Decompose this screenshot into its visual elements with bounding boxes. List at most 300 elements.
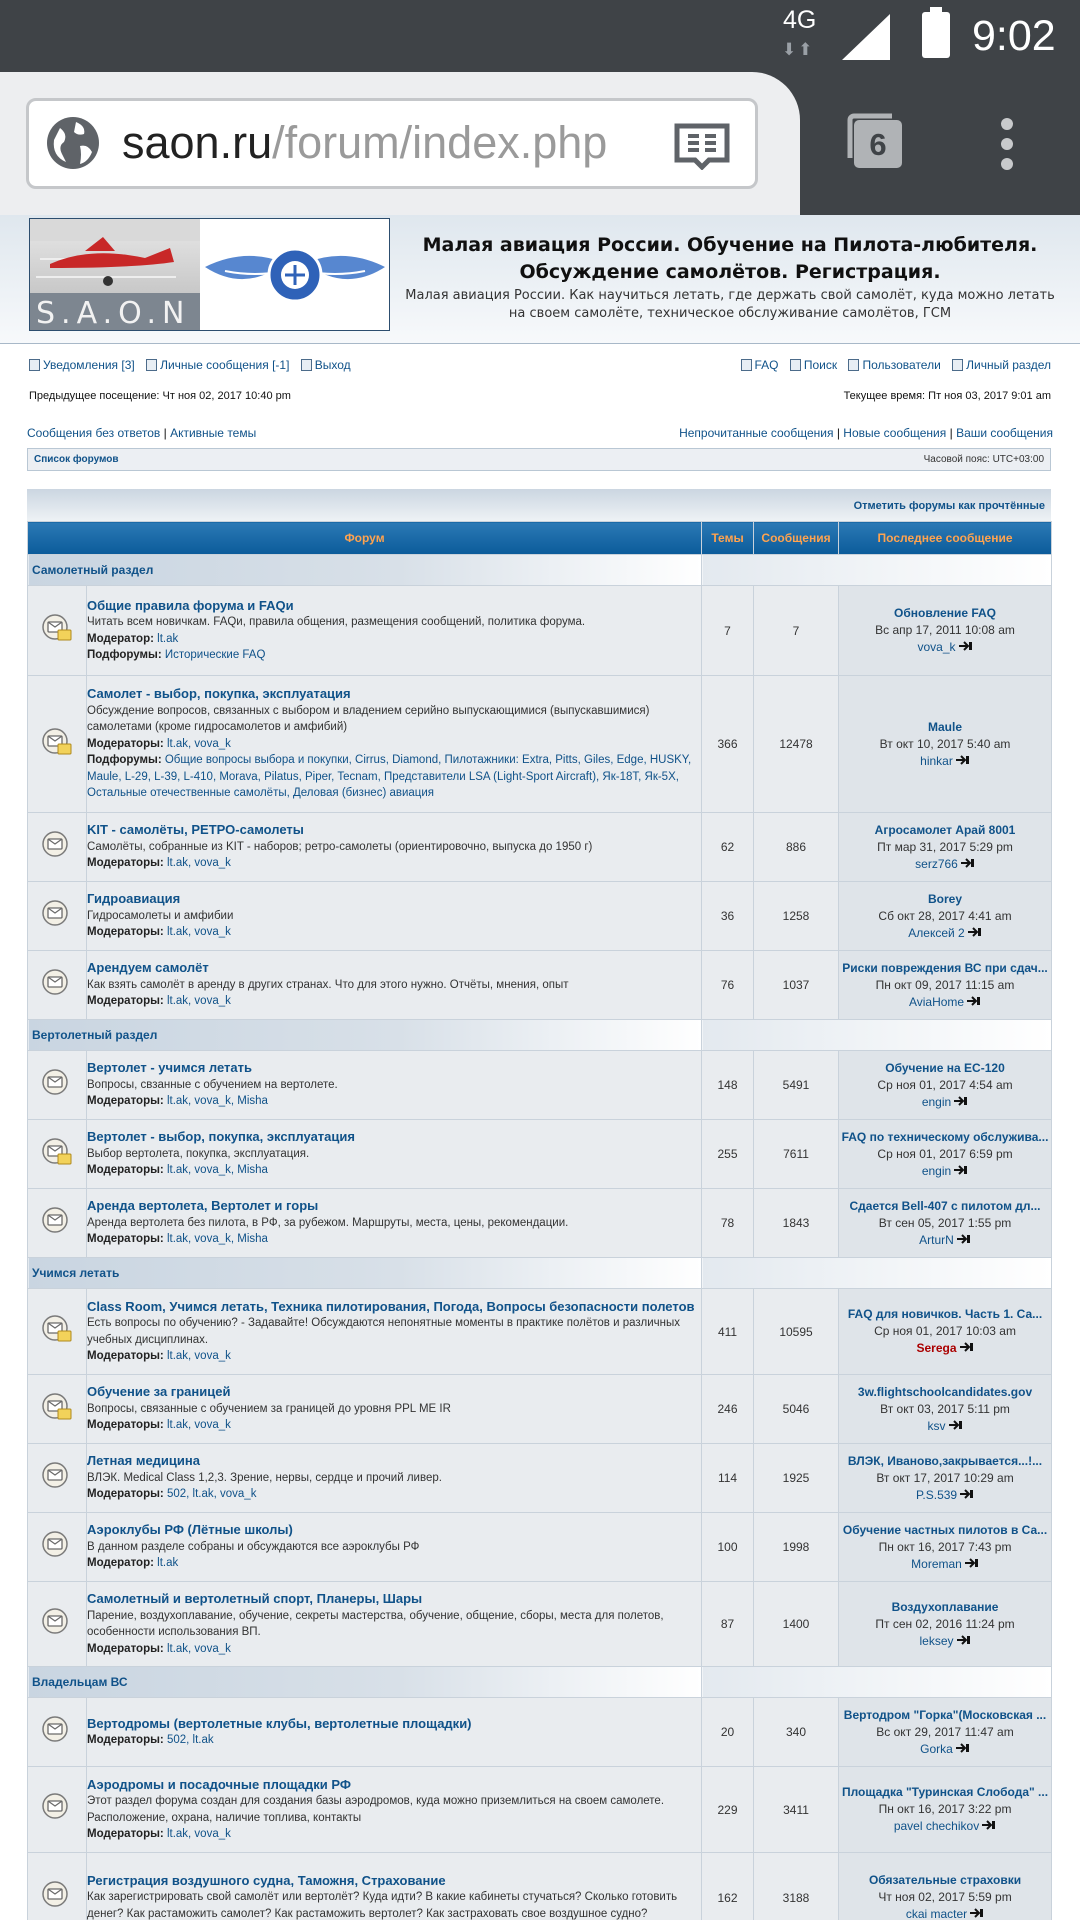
forum-moderators <box>87 1164 268 1176</box>
timezone: Часовой пояс: UTC+03:00 <box>923 454 1044 465</box>
forum-info <box>87 1051 702 1120</box>
subforums <box>87 754 691 799</box>
last-post-date: Вт окт 10, 2017 5:40 am <box>879 736 1011 751</box>
last-post-author[interactable]: engin <box>921 1094 952 1109</box>
moderator-links[interactable]: lt.ak, vova_k, Misha <box>166 1233 268 1246</box>
last-post-date: Пн окт 16, 2017 3:22 pm <box>878 1802 1012 1816</box>
posts-count: 1998 <box>754 1513 839 1582</box>
globe-icon <box>46 116 100 170</box>
topics-count: 148 <box>702 1051 754 1120</box>
unanswered-link[interactable]: Сообщения без ответов <box>27 426 161 440</box>
topics-count: 162 <box>702 1853 754 1920</box>
active-topics-link[interactable]: Активные темы <box>170 426 257 440</box>
forum-status-icon <box>41 1067 73 1099</box>
logout-link[interactable]: Выход <box>314 358 351 372</box>
last-post-title[interactable]: Вертодром "Горка"(Московская ... <box>843 1707 1047 1722</box>
faq-link[interactable]: FAQ <box>754 358 779 372</box>
last-post-title[interactable]: Воздухоплавание <box>891 1599 999 1614</box>
last-post-title[interactable]: FAQ для новичков. Часть 1. Са... <box>847 1307 1043 1321</box>
last-post-author[interactable]: P.S.539 <box>915 1487 958 1502</box>
last-post-title[interactable]: Обучение на EC-120 <box>885 1060 1005 1075</box>
forum-status-icon <box>41 1460 73 1492</box>
go-to-last-post-icon[interactable] <box>965 1558 979 1568</box>
column-last-post: Последнее сообщение <box>839 522 1052 555</box>
forum-description: Читать всем новичкам. FAQи, правила общения, размещения сообщений, политика форума. <box>87 616 586 628</box>
go-to-last-post-icon[interactable] <box>959 641 973 651</box>
forum-description: Вопросы, свзанные с обучением на вертолете. <box>87 1078 338 1091</box>
forum-description: В данном разделе собраны и обсуждаются все аэроклубы РФ <box>87 1540 420 1553</box>
last-post-author[interactable]: Serega <box>916 1341 957 1355</box>
search-link[interactable]: Поиск <box>803 358 838 372</box>
forum-description: Этот раздел форума создан для создания базы аэродромов, куда можно приземлиться на своем самолете. Расположение, охрана, наличие топлива, контакты <box>87 1795 665 1824</box>
last-post-title[interactable]: ВЛЭК, Иваново,закрывается...!... <box>847 1453 1043 1468</box>
category-row <box>28 555 1052 586</box>
forum-moderators <box>87 738 231 750</box>
forum-row <box>28 1289 1052 1375</box>
last-post-cell <box>839 1582 1052 1667</box>
search-icon <box>790 359 801 371</box>
forum-moderators <box>87 633 178 645</box>
tab-count[interactable]: 6 <box>854 120 902 168</box>
category-title[interactable]: Вертолетный раздел <box>28 1020 702 1051</box>
forum-info <box>87 813 702 882</box>
web-page <box>0 215 1080 1920</box>
forum-title-link[interactable]: Самолет - выбор, покупка, эксплуатация <box>87 686 351 702</box>
last-post-title[interactable]: Обязательные страховки <box>868 1873 1022 1887</box>
new-posts-link[interactable]: Новые сообщения <box>843 426 947 440</box>
last-post-title[interactable]: Borey <box>928 891 963 906</box>
forum-moderators <box>87 995 231 1007</box>
signal-icon <box>842 14 890 60</box>
moderator-links[interactable]: lt.ak <box>157 632 179 645</box>
forum-title-link[interactable]: Вертодромы (вертолетные клубы, вертолетные площадки) <box>87 1715 472 1731</box>
category-title[interactable]: Учимся летать <box>28 1258 702 1289</box>
last-post-cell <box>839 1120 1052 1189</box>
mark-forums-read-link[interactable]: Отметить форумы как прочтённые <box>853 500 1045 512</box>
forum-moderators <box>87 1488 256 1500</box>
forum-info <box>87 1513 702 1582</box>
forum-title-link[interactable]: KIT - самолёты, РЕТРО-самолеты <box>87 822 304 838</box>
category-spacer <box>702 1258 1052 1289</box>
forum-row <box>28 1582 1052 1667</box>
forum-title-link[interactable]: Аэродромы и посадочные площадки РФ <box>87 1776 351 1792</box>
members-icon <box>848 359 859 371</box>
forum-info <box>87 1767 702 1853</box>
forum-icon-cell <box>28 1120 87 1189</box>
members-link[interactable]: Пользователи <box>862 358 941 372</box>
moderator-links[interactable]: lt.ak, vova_k <box>166 1419 231 1432</box>
last-post-cell <box>839 1698 1052 1767</box>
posts-count: 3411 <box>754 1767 839 1853</box>
moderator-links[interactable]: lt.ak, vova_k <box>166 737 231 750</box>
forum-row <box>28 813 1052 882</box>
last-post-cell <box>839 882 1052 951</box>
last-post-cell <box>839 1767 1052 1853</box>
go-to-last-post-icon[interactable] <box>982 1820 996 1830</box>
topics-count: 20 <box>702 1698 754 1767</box>
forum-description: Как зарегистрировать свой самолёт или вертолёт? Куда идти? В какие кабинеты стучаться? Сколько готовить денег? Как растаможить самолет? Как растаможить вертолет? Как застраховать свое воздушное судно? <box>87 1891 678 1920</box>
last-post-date: Ср ноя 01, 2017 4:54 am <box>877 1077 1013 1092</box>
separator: | <box>949 426 953 440</box>
moderators-label: Модераторы: <box>87 1350 164 1362</box>
topics-count: 36 <box>702 882 754 951</box>
url-domain: saon.ru <box>122 117 273 168</box>
forum-status-icon <box>41 1313 73 1345</box>
message-icon <box>146 359 157 371</box>
current-time: Текущее время: Пт ноя 03, 2017 9:01 am <box>843 390 1051 402</box>
go-to-last-post-icon[interactable] <box>967 996 981 1006</box>
last-post-date: Вс окт 29, 2017 11:47 am <box>876 1724 1014 1739</box>
forum-moderators <box>87 1233 268 1245</box>
last-post-author[interactable]: ckai macter <box>905 1907 968 1920</box>
go-to-last-post-icon[interactable] <box>957 1635 971 1645</box>
last-post-date: Пн окт 16, 2017 7:43 pm <box>878 1539 1012 1554</box>
forum-title-link[interactable]: Регистрация воздушного судна, Таможня, Страхование <box>87 1872 446 1888</box>
last-post-author[interactable]: Gorka <box>920 1741 953 1756</box>
moderators-label: Модераторы: <box>87 1828 164 1840</box>
mark-read-bar <box>27 489 1051 521</box>
url-text[interactable] <box>122 117 607 169</box>
moderator-links[interactable]: lt.ak, vova_k, Misha <box>166 1095 268 1108</box>
category-spacer <box>702 1020 1052 1051</box>
forum-status-icon <box>41 898 73 930</box>
forum-icon-cell <box>28 586 87 676</box>
forum-row <box>28 586 1052 676</box>
site-header <box>0 215 1080 344</box>
last-post-author[interactable]: leksey <box>919 1633 954 1648</box>
user-panel-link[interactable]: Личный раздел <box>966 358 1051 372</box>
forum-list-link[interactable]: Список форумов <box>34 454 119 465</box>
category-spacer <box>702 555 1052 586</box>
category-title[interactable]: Самолетный раздел <box>28 555 702 586</box>
forum-icon-cell <box>28 882 87 951</box>
moderator-links[interactable]: lt.ak <box>157 1557 179 1570</box>
notifications-link[interactable]: Уведомления [3] <box>43 358 135 372</box>
go-to-last-post-icon[interactable] <box>968 927 982 937</box>
posts-count: 5491 <box>754 1051 839 1120</box>
forum-table <box>27 521 1052 1920</box>
forum-info <box>87 882 702 951</box>
moderators-label: Модератор: <box>87 1557 154 1570</box>
forum-info <box>87 1444 702 1513</box>
forum-title-link[interactable]: Гидроавиация <box>87 891 181 907</box>
forum-title-link[interactable]: Самолетный и вертолетный спорт, Планеры, Шары <box>87 1591 423 1606</box>
last-post-title[interactable]: Сдается Bell-407 с пилотом дл... <box>849 1198 1041 1213</box>
data-activity-icon: ⬇⬆ <box>782 40 815 60</box>
separator: | <box>836 426 840 440</box>
subforum-links[interactable]: Исторические FAQ <box>164 649 266 661</box>
moderator-links[interactable]: lt.ak, vova_k <box>166 1350 231 1362</box>
moderators-label: Модераторы: <box>87 737 164 750</box>
go-to-last-post-icon[interactable] <box>970 1908 984 1918</box>
forum-status-icon <box>41 967 73 999</box>
topics-count: 255 <box>702 1120 754 1189</box>
quick-links-right <box>679 426 1053 440</box>
last-post-title[interactable]: Maule <box>928 719 963 734</box>
forum-moderators <box>87 1419 231 1431</box>
posts-count: 1843 <box>754 1189 839 1258</box>
forum-icon-cell <box>28 951 87 1020</box>
forum-moderators <box>87 1828 231 1840</box>
previous-visit: Предыдущее посещение: Чт ноя 02, 2017 10:40 pm <box>29 390 291 402</box>
forum-row <box>28 1189 1052 1258</box>
topics-count: 100 <box>702 1513 754 1582</box>
forum-info <box>87 1582 702 1667</box>
logo-wordmark: S.A.O.N <box>36 296 191 330</box>
last-post-date: Пт сен 02, 2016 11:24 pm <box>875 1616 1015 1631</box>
last-post-author[interactable]: pavel chechikov <box>893 1819 980 1833</box>
forum-row <box>28 1698 1052 1767</box>
moderator-links[interactable]: 502, lt.ak <box>166 1734 214 1746</box>
forum-icon-cell <box>28 1189 87 1258</box>
overflow-menu-icon[interactable] <box>1001 118 1015 170</box>
forum-description: Парение, воздухоплавание, обучение, секреты мастерства, обучение, общение, сборы, места для полетов, особенности использования ВП. <box>87 1609 664 1638</box>
forum-moderators <box>87 926 231 938</box>
url-path: /forum/index.php <box>272 117 608 168</box>
last-post-author[interactable]: serz766 <box>915 856 958 871</box>
last-post-date: Вт сен 05, 2017 1:55 pm <box>878 1215 1012 1230</box>
table-header <box>28 522 1052 555</box>
forum-info <box>87 1189 702 1258</box>
last-post-author[interactable]: Moreman <box>911 1556 962 1571</box>
posts-count: 7 <box>754 586 839 676</box>
category-spacer <box>702 1667 1052 1698</box>
go-to-last-post-icon[interactable] <box>956 755 970 765</box>
forum-title-link[interactable]: Общие правила форума и FAQи <box>87 597 294 613</box>
forum-title-link[interactable]: Аэроклубы РФ (Лётные школы) <box>87 1522 293 1538</box>
posts-count: 1037 <box>754 951 839 1020</box>
last-post-title[interactable]: Агросамолет Арай 8001 <box>874 822 1016 837</box>
site-title: Малая авиация России. Обучение на Пилота-любителя. Обсуждение самолётов. Регистрация. <box>422 234 1038 283</box>
forum-status-icon <box>41 1879 73 1911</box>
unread-link[interactable]: Непрочитанные сообщения <box>679 426 834 440</box>
separator: | <box>163 426 167 440</box>
reader-mode-icon[interactable] <box>674 122 730 170</box>
last-post-title[interactable]: Риски повреждения ВС при сдач... <box>842 960 1048 975</box>
your-posts-link[interactable]: Ваши сообщения <box>956 426 1053 440</box>
subforums <box>87 649 265 661</box>
forum-icon-cell <box>28 1513 87 1582</box>
site-nav <box>733 358 1052 372</box>
moderators-label: Модератор: <box>87 632 154 645</box>
forum-moderators <box>87 1095 268 1107</box>
topics-count: 7 <box>702 586 754 676</box>
forum-info <box>87 586 702 676</box>
forum-row <box>28 1051 1052 1120</box>
forum-status-icon <box>41 1391 73 1423</box>
forum-title-link[interactable]: Class Room, Учимся летать, Техника пилотирования, Погода, Вопросы безопасности полетов <box>87 1298 695 1314</box>
go-to-last-post-icon[interactable] <box>961 858 975 868</box>
category-title[interactable]: Владельцам ВС <box>28 1667 702 1698</box>
last-post-author[interactable]: AviaHome <box>908 994 965 1009</box>
forum-status-icon <box>41 1714 73 1746</box>
clock: 9:02 <box>972 12 1056 60</box>
moderators-label: Модераторы: <box>87 1164 164 1177</box>
go-to-last-post-icon[interactable] <box>949 1420 963 1430</box>
column-forum: Форум <box>28 522 702 555</box>
topics-count: 87 <box>702 1582 754 1667</box>
go-to-last-post-icon[interactable] <box>954 1096 968 1106</box>
forum-status-icon <box>41 1205 73 1237</box>
forum-status-icon <box>41 829 73 861</box>
moderators-label: Модераторы: <box>87 857 164 870</box>
forum-description: Обсуждение вопросов, связанных с выбором и владением серийно выпускающимися (выпускавшимися) самолетами (кроме гидросамолетов и амфибий) <box>87 704 650 734</box>
site-logo[interactable] <box>29 218 390 331</box>
last-post-author[interactable]: engin <box>921 1163 952 1178</box>
last-post-cell <box>839 676 1052 813</box>
breadcrumb <box>27 448 1051 471</box>
last-post-cell <box>839 1375 1052 1444</box>
moderator-links[interactable]: 502, lt.ak, vova_k <box>166 1488 257 1501</box>
moderators-label: Модераторы: <box>87 1642 164 1655</box>
forum-moderators <box>87 1557 178 1569</box>
last-post-date: Вт окт 17, 2017 10:29 am <box>876 1470 1014 1485</box>
moderator-links[interactable]: lt.ak, vova_k, Misha <box>166 1164 268 1177</box>
last-post-cell <box>839 1513 1052 1582</box>
forum-info <box>87 1853 702 1920</box>
bell-icon <box>29 359 40 371</box>
last-post-cell <box>839 1444 1052 1513</box>
last-post-title[interactable]: Площадка "Туринская Слобода" ... <box>841 1785 1049 1799</box>
forum-moderators <box>87 1643 231 1655</box>
forum-description: Аренда вертолета без пилота, в РФ, за рубежом. Маршруты, места, цены, рекомендации. <box>87 1216 569 1229</box>
posts-count: 886 <box>754 813 839 882</box>
moderator-links[interactable]: lt.ak, vova_k <box>166 1642 231 1655</box>
forum-icon-cell <box>28 1289 87 1375</box>
last-post-date: Вт окт 03, 2017 5:11 pm <box>880 1401 1010 1416</box>
moderators-label: Модераторы: <box>87 1233 164 1246</box>
forum-title-link[interactable]: Летная медицина <box>87 1453 200 1469</box>
forum-description: Гидросамолеты и амфибии <box>87 909 234 922</box>
last-post-author[interactable]: vova_k <box>917 640 956 654</box>
forum-row <box>28 1513 1052 1582</box>
posts-count: 12478 <box>754 676 839 813</box>
battery-icon <box>922 12 950 58</box>
forum-description: Как взять самолёт в аренду в других странах. Что для этого нужно. Отчёты, мнения, опыт <box>87 978 569 991</box>
forum-moderators <box>87 1350 231 1362</box>
last-post-author[interactable]: ArturN <box>919 1232 954 1247</box>
last-post-author[interactable]: hinkar <box>920 753 953 768</box>
forum-title-link[interactable]: Вертолет - выбор, покупка, эксплуатация <box>87 1129 355 1145</box>
go-to-last-post-icon[interactable] <box>960 1489 974 1499</box>
subforum-links[interactable]: Общие вопросы выбора и покупки, Cirrus, Diamond, Пилотажники: Extra, Pitts, Giles, Edge, HUSKY, Maule, L-29, L-39, L-410, Morava, Pilatus, Piper, Tecnam, Представители LSA (Light-Sport Aircraft), Як-18Т, Як-5Х, Остальные отечественные самолёты, Деловая (бизнес) авиация <box>87 754 692 800</box>
forum-icon-cell <box>28 1698 87 1767</box>
last-post-author[interactable]: Алексей 2 <box>908 925 965 940</box>
forum-title-link[interactable]: Арендуем самолёт <box>87 960 209 976</box>
last-post-date: Сб окт 28, 2017 4:41 am <box>878 908 1012 923</box>
topics-count: 76 <box>702 951 754 1020</box>
forum-icon-cell <box>28 1582 87 1667</box>
forum-icon-cell <box>28 1375 87 1444</box>
last-post-cell <box>839 1289 1052 1375</box>
profile-icon <box>952 359 963 371</box>
last-post-date: Пт мар 31, 2017 5:29 pm <box>877 839 1013 854</box>
last-post-author[interactable]: ksv <box>927 1418 946 1433</box>
column-topics: Темы <box>702 522 754 555</box>
forum-icon-cell <box>28 1051 87 1120</box>
go-to-last-post-icon[interactable] <box>956 1743 970 1753</box>
go-to-last-post-icon[interactable] <box>954 1165 968 1175</box>
last-post-date: Вс апр 17, 2011 10:08 am <box>875 623 1015 637</box>
user-nav <box>29 358 359 372</box>
posts-count: 340 <box>754 1698 839 1767</box>
forum-row <box>28 676 1052 813</box>
posts-count: 3188 <box>754 1853 839 1920</box>
faq-icon <box>741 359 752 371</box>
forum-row <box>28 1375 1052 1444</box>
go-to-last-post-icon[interactable] <box>957 1234 971 1244</box>
forum-description: Есть вопросы по обучению? - Задавайте! Обсуждаются непонятные моменты в практике полётов и различных учебных дисциплинах. <box>87 1317 680 1346</box>
topics-count: 78 <box>702 1189 754 1258</box>
moderators-label: Модераторы: <box>87 995 164 1008</box>
last-post-cell <box>839 1051 1052 1120</box>
last-post-date: Ср ноя 01, 2017 10:03 am <box>874 1324 1016 1338</box>
forum-row <box>28 1120 1052 1189</box>
forum-info <box>87 1698 702 1767</box>
forum-info <box>87 1289 702 1375</box>
moderator-links[interactable]: lt.ak, vova_k <box>166 926 231 939</box>
topics-count: 114 <box>702 1444 754 1513</box>
last-post-cell <box>839 951 1052 1020</box>
last-post-cell <box>839 1853 1052 1920</box>
posts-count: 7611 <box>754 1120 839 1189</box>
posts-count: 1925 <box>754 1444 839 1513</box>
forum-description: Вопросы, связанные с обучением за границей до уровня PPL ME IR <box>87 1402 451 1415</box>
moderators-label: Модераторы: <box>87 1734 164 1746</box>
forum-title-link[interactable]: Обучение за границей <box>87 1384 231 1400</box>
forum-description: Выбор вертолета, покупка, эксплуатация. <box>87 1147 310 1160</box>
logo-image <box>30 219 389 330</box>
last-post-cell <box>839 586 1052 676</box>
forum-icon-cell <box>28 1767 87 1853</box>
last-post-title[interactable]: Обновление FAQ <box>894 606 996 620</box>
last-post-title[interactable]: 3w.flightschoolcandidates.gov <box>857 1384 1033 1399</box>
posts-count: 10595 <box>754 1289 839 1375</box>
forum-icon-cell <box>28 813 87 882</box>
last-post-title[interactable]: Обучение частных пилотов в Са... <box>842 1522 1048 1537</box>
posts-count: 1400 <box>754 1582 839 1667</box>
private-messages-link[interactable]: Личные сообщения [-1] <box>160 358 290 372</box>
moderator-links[interactable]: lt.ak, vova_k <box>166 857 231 870</box>
topics-count: 246 <box>702 1375 754 1444</box>
last-post-cell <box>839 813 1052 882</box>
moderators-label: Модераторы: <box>87 1488 164 1501</box>
last-post-title[interactable]: FAQ по техническому обслужива... <box>841 1129 1049 1144</box>
forum-info <box>87 951 702 1020</box>
forum-status-icon <box>41 1606 73 1638</box>
forum-title-link[interactable]: Аренда вертолета, Вертолет и горы <box>87 1198 319 1214</box>
forum-row <box>28 1853 1052 1920</box>
site-description: Малая авиация России. Как научиться летать, где держать свой самолёт, куда можно летать на своем самолёте, техническое обслуживание самолётов, ГСМ <box>405 288 1055 321</box>
forum-moderators <box>87 857 231 869</box>
forum-row <box>28 1767 1052 1853</box>
topics-count: 62 <box>702 813 754 882</box>
moderators-label: Модераторы: <box>87 926 164 939</box>
forum-title-link[interactable]: Вертолет - учимся летать <box>87 1060 253 1076</box>
quick-links-left <box>27 426 256 440</box>
network-type: 4G <box>783 6 817 34</box>
last-post-date: Ср ноя 01, 2017 6:59 pm <box>877 1146 1013 1161</box>
moderator-links[interactable]: lt.ak, vova_k <box>166 1828 231 1840</box>
posts-count: 5046 <box>754 1375 839 1444</box>
forum-icon-cell <box>28 1444 87 1513</box>
forum-row <box>28 1444 1052 1513</box>
forum-icon-cell <box>28 676 87 813</box>
status-bar <box>0 0 1080 70</box>
go-to-last-post-icon[interactable] <box>960 1342 974 1352</box>
forum-row <box>28 882 1052 951</box>
moderator-links[interactable]: lt.ak, vova_k <box>166 995 231 1008</box>
